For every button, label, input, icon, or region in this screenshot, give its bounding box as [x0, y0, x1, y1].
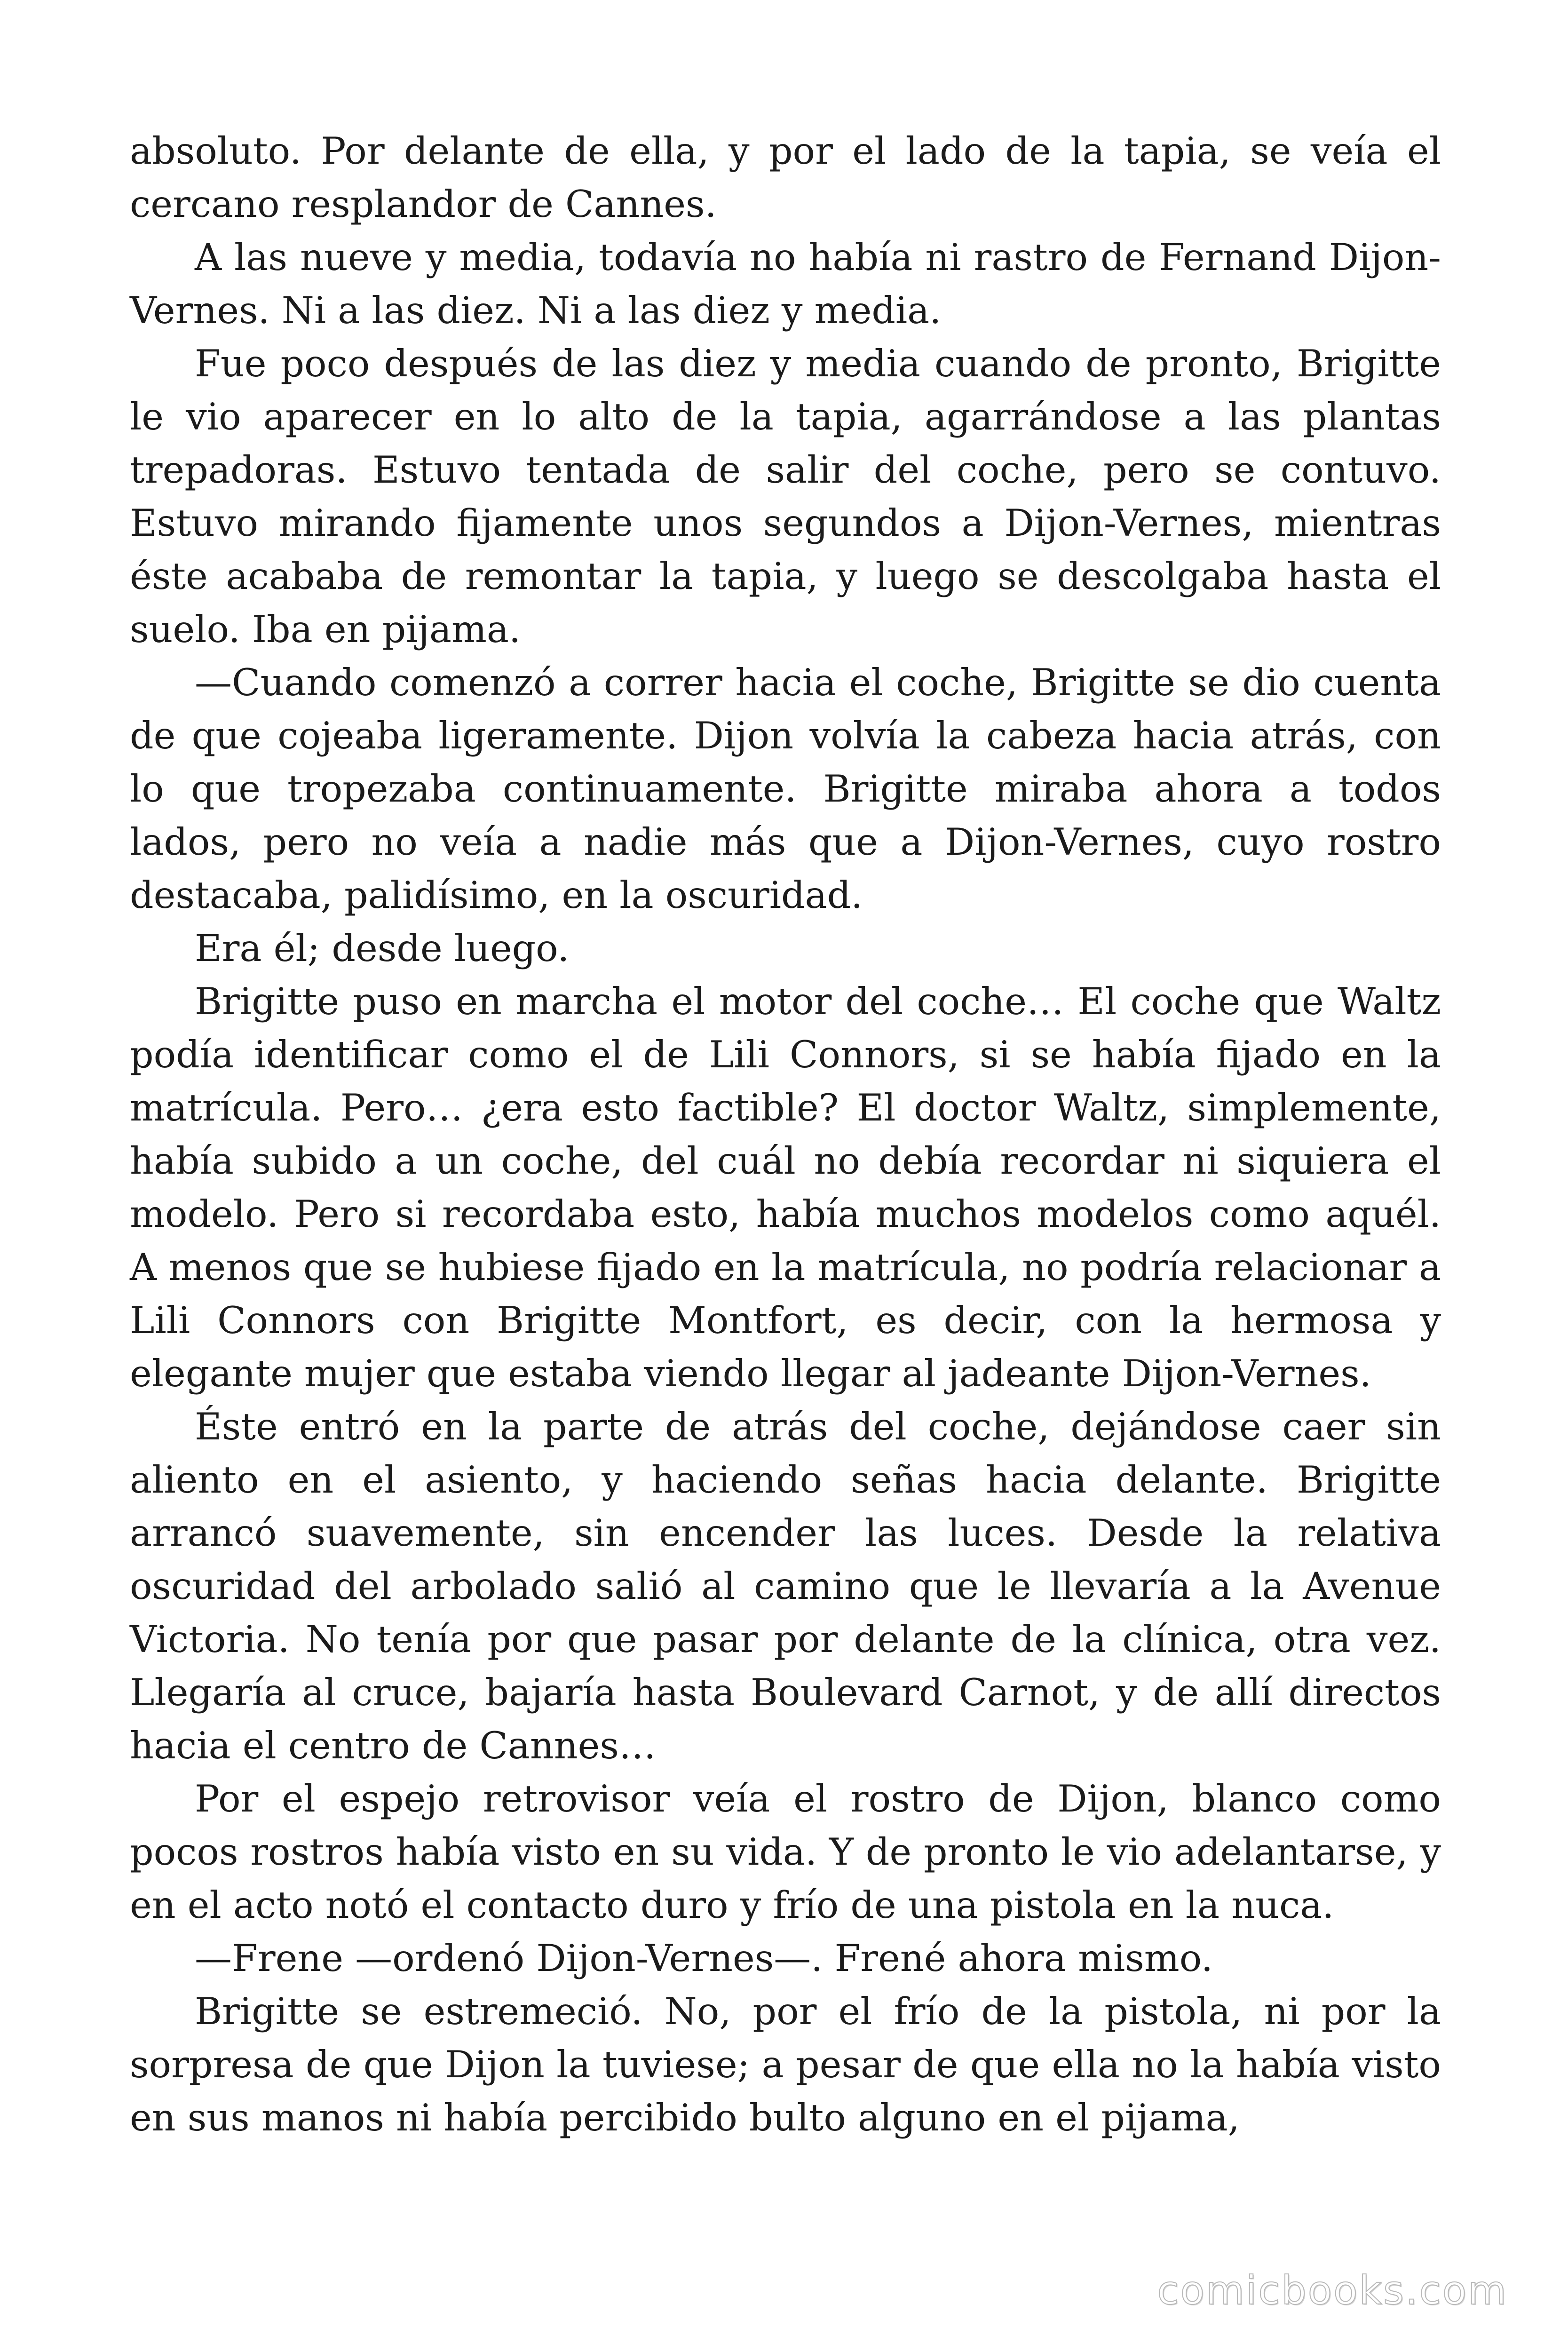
paragraph: —Cuando comenzó a correr hacia el coche, Brigitte se dio cuenta de que cojeaba ligeramente. Dijon volvía la cabeza hacia atrás, con lo que tropezaba continuamente. Brigitte miraba ahora a todos lados, pero no veía a nadie más que a Dijon-Vernes, cuyo rostro destacaba, palidísimo, en la oscuridad.: [130, 661, 1441, 917]
paragraph-dialogue: —Frene —ordenó Dijon-Vernes—. Frené ahora mismo.: [195, 1937, 1213, 1980]
paragraph-continuation: absoluto. Por delante de ella, y por el lado de la tapia, se veía el cercano resplandor de Cannes.: [130, 129, 1441, 226]
book-page-text: [130, 125, 1441, 2145]
paragraph: Éste entró en la parte de atrás del coche, dejándose caer sin aliento en el asiento, y haciendo señas hacia delante. Brigitte arrancó suavemente, sin encender las luces. Desde la relativa oscuridad del arbolado salió al camino que le llevaría a la Avenue Victoria. No tenía por que pasar por delante de la clínica, otra vez. Llegaría al cruce, bajaría hasta Boulevard Carnot, y de allí directos hacia el centro de Cannes…: [130, 1405, 1441, 1767]
paragraph: Brigitte se estremeció. No, por el frío de la pistola, ni por la sorpresa de que Dijon la tuviese; a pesar de que ella no la había visto en sus manos ni había percibido bulto alguno en el pijama,: [130, 1990, 1441, 2139]
paragraph: A las nueve y media, todavía no había ni rastro de Fernand Dijon-Vernes. Ni a las diez. Ni a las diez y media.: [130, 236, 1441, 332]
paragraph: Brigitte puso en marcha el motor del coche… El coche que Waltz podía identificar como el de Lili Connors, si se había fijado en la matrícula. Pero… ¿era esto factible? El doctor Waltz, simplemente, había subido a un coche, del cuál no debía recordar ni siquiera el modelo. Pero si recordaba esto, había muchos modelos como aquél. A menos que se hubiese fijado en la matrícula, no podría relacionar a Lili Connors con Brigitte Montfort, es decir, con la hermosa y elegante mujer que estaba viendo llegar al jadeante Dijon-Vernes.: [130, 980, 1441, 1395]
paragraph: Fue poco después de las diez y media cuando de pronto, Brigitte le vio aparecer en lo alto de la tapia, agarrándose a las plantas trepadoras. Estuvo tentada de salir del coche, pero se contuvo. Estuvo mirando fijamente unos segundos a Dijon-Vernes, mientras éste acababa de remontar la tapia, y luego se descolgaba hasta el suelo. Iba en pijama.: [130, 342, 1441, 651]
paragraph: Por el espejo retrovisor veía el rostro de Dijon, blanco como pocos rostros había visto en su vida. Y de pronto le vio adelantarse, y en el acto notó el contacto duro y frío de una pistola en la nuca.: [130, 1777, 1441, 1927]
paragraph: Era él; desde luego.: [195, 927, 570, 970]
watermark: comicbooks.com: [1157, 2267, 1508, 2313]
